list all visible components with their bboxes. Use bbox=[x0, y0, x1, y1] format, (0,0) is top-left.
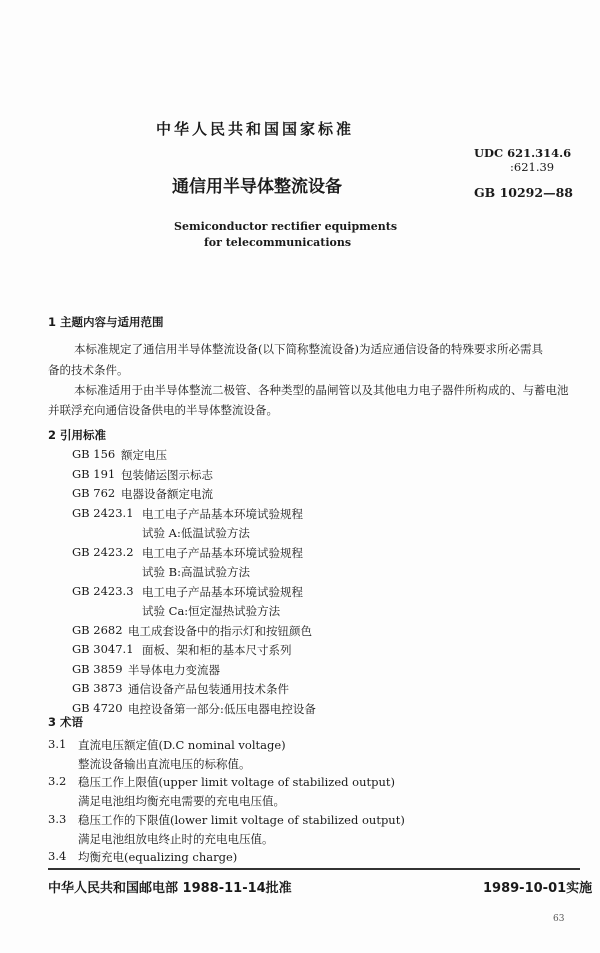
reference-title: 半导体电力变流器 bbox=[128, 662, 220, 677]
reference-code: GB 2423.3 bbox=[72, 583, 134, 598]
term-number: 3.4 bbox=[48, 849, 67, 864]
reference-subtitle: 试验 A:低温试验方法 bbox=[142, 526, 250, 540]
page-number: 63 bbox=[553, 914, 565, 924]
reference-code: GB 2682 bbox=[72, 622, 123, 637]
section-3-heading: 3 术语 bbox=[48, 715, 84, 729]
reference-code: GB 3047.1 bbox=[72, 642, 134, 656]
term-number: 3.1 bbox=[48, 737, 67, 751]
reference-title: 电控设备第一部分:低压电器电控设备 bbox=[128, 701, 316, 716]
title-en-2: for telecommunications bbox=[204, 236, 352, 249]
reference-code: GB 762 bbox=[72, 486, 116, 500]
reference-title: 电工成套设备中的指示灯和按钮颜色 bbox=[128, 623, 312, 638]
paragraph-line: 并联浮充向通信设备供电的半导体整流设备。 bbox=[48, 403, 278, 417]
term-name: 稳压工作上限值(upper limit voltage of stabilized output) bbox=[78, 775, 396, 790]
effective-date: 1989-10-01实施 bbox=[483, 881, 593, 896]
reference-code: GB 3859 bbox=[72, 661, 123, 676]
org-title: 中华人民共和国国家标准 bbox=[156, 120, 355, 138]
reference-title: 电器设备额定电流 bbox=[121, 487, 213, 501]
reference-title: 通信设备产品包装通用技术条件 bbox=[128, 682, 289, 696]
reference-title: 电工电子产品基本环境试验规程 bbox=[142, 584, 303, 599]
title-en-1: Semiconductor rectifier equipments bbox=[174, 220, 398, 233]
reference-subtitle: 试验 Ca:恒定湿热试验方法 bbox=[142, 604, 281, 618]
reference-title: 电工电子产品基本环境试验规程 bbox=[142, 545, 303, 560]
reference-subtitle: 试验 B:高温试验方法 bbox=[142, 565, 250, 579]
section-1-heading: 1 主题内容与适用范围 bbox=[48, 315, 164, 329]
footer-rule bbox=[48, 868, 580, 870]
udc-code-2: :621.39 bbox=[510, 160, 555, 174]
reference-code: GB 4720 bbox=[72, 700, 123, 715]
approval-text: 中华人民共和国邮电部 1988-11-14批准 bbox=[48, 881, 292, 896]
reference-code: GB 2423.1 bbox=[72, 505, 134, 520]
reference-title: 电工电子产品基本环境试验规程 bbox=[142, 506, 303, 521]
paragraph-line: 本标准规定了通信用半导体整流设备(以下简称整流设备)为适应通信设备的特殊要求所必需具 bbox=[74, 342, 543, 356]
reference-code: GB 191 bbox=[72, 466, 116, 481]
term-name: 稳压工作的下限值(lower limit voltage of stabilized output) bbox=[78, 812, 405, 827]
term-name: 均衡充电(equalizing charge) bbox=[78, 850, 238, 865]
term-definition: 整流设备输出直流电压的标称值。 bbox=[78, 756, 251, 771]
term-number: 3.2 bbox=[48, 774, 67, 789]
reference-code: GB 3873 bbox=[72, 681, 123, 695]
term-definition: 满足电池组放电终止时的充电电压值。 bbox=[78, 831, 274, 846]
reference-code: GB 2423.2 bbox=[72, 544, 134, 559]
paragraph-line: 本标准适用于由半导体整流二极管、各种类型的晶闸管以及其他电力电子器件所构成的、与蓄电池 bbox=[74, 383, 569, 397]
reference-code: GB 156 bbox=[72, 447, 116, 461]
gb-number: GB 10292—88 bbox=[474, 185, 573, 200]
reference-title: 面板、架和柜的基本尺寸系列 bbox=[142, 643, 292, 657]
term-definition: 满足电池组均衡充电需要的充电电压值。 bbox=[78, 794, 285, 809]
reference-title: 包装储运图示标志 bbox=[121, 467, 213, 482]
section-2-heading: 2 引用标准 bbox=[48, 428, 107, 442]
term-number: 3.3 bbox=[48, 811, 67, 826]
paragraph-line: 备的技术条件。 bbox=[48, 363, 129, 377]
title-cn: 通信用半导体整流设备 bbox=[172, 177, 342, 197]
term-name: 直流电压额定值(D.C nominal voltage) bbox=[78, 738, 286, 752]
reference-title: 额定电压 bbox=[121, 448, 167, 462]
udc-code: UDC 621.314.6 bbox=[474, 146, 572, 160]
